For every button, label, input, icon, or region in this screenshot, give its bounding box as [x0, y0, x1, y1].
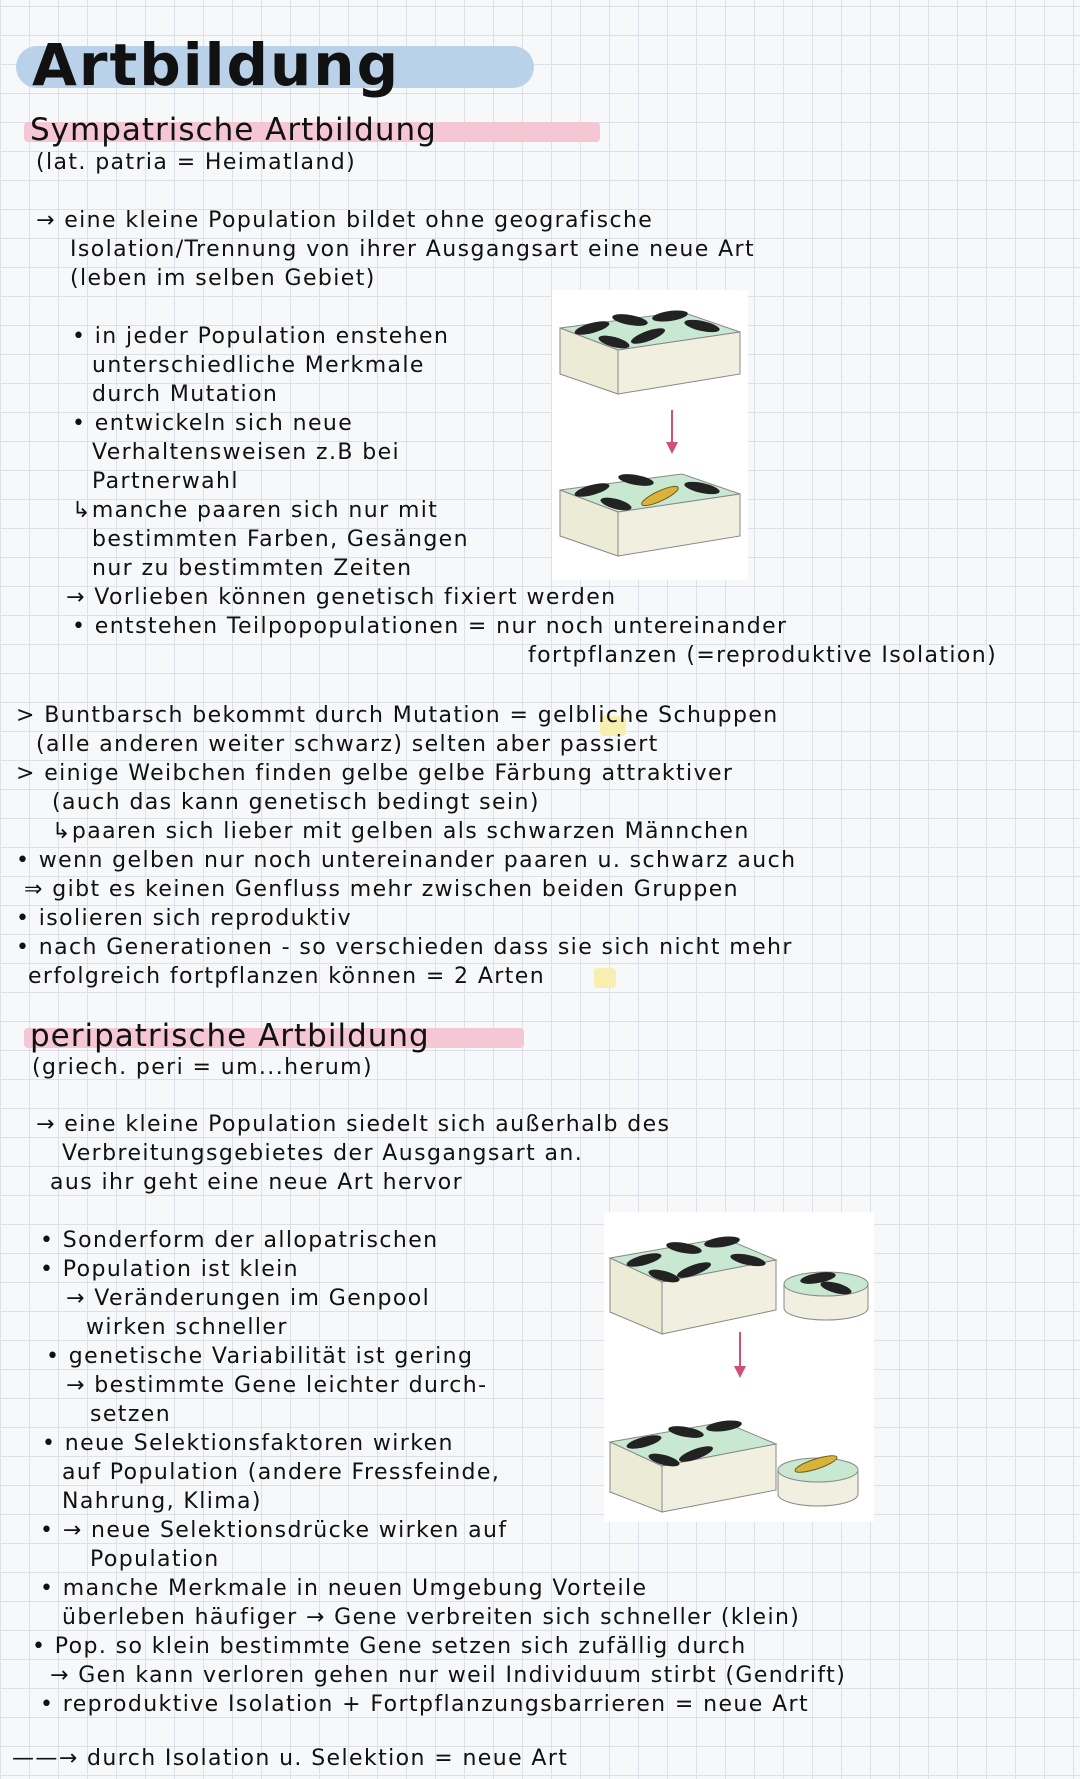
section2-point: • reproduktive Isolation + Fortpflanzungsbarrieren = neue Art [40, 1692, 809, 1717]
section1-point: unterschiedliche Merkmale [92, 353, 425, 378]
section1-intro-line: (leben im selben Gebiet) [70, 266, 376, 291]
conclusion: ——→ durch Isolation u. Selektion = neue Art [12, 1746, 569, 1771]
section2-point: wirken schneller [86, 1315, 288, 1340]
section1-point: • entstehen Teilpopopulationen = nur noch untereinander [72, 614, 788, 639]
page-title: Artbildung [32, 31, 401, 99]
section1-point: durch Mutation [92, 382, 279, 407]
section2-point: Population [90, 1547, 220, 1572]
section1-point: • entwickeln sich neue [72, 411, 354, 436]
section2-point: • Population ist klein [40, 1257, 299, 1282]
section1-subheading: (lat. patria = Heimatland) [36, 150, 357, 175]
section2-point: auf Population (andere Fressfeinde, [62, 1460, 501, 1485]
section2-point: • genetische Variabilität ist gering [46, 1344, 474, 1369]
section1-point: ↳manche paaren sich nur mit [72, 498, 439, 523]
example-line: • wenn gelben nur noch untereinander paaren u. schwarz auch [16, 848, 797, 873]
island-cylinder-before [784, 1270, 868, 1320]
marker-highlight [594, 968, 616, 988]
example-line: > Buntbarsch bekommt durch Mutation = gelbliche Schuppen [16, 703, 779, 728]
section2-heading: peripatrische Artbildung [30, 1018, 430, 1054]
example-line: erfolgreich fortpflanzen können = 2 Arten [28, 964, 546, 989]
example-line: • isolieren sich reproduktiv [16, 906, 353, 931]
example-line: • nach Generationen - so verschieden dass sie sich nicht mehr [16, 935, 793, 960]
section2-point: → bestimmte Gene leichter durch- [66, 1373, 488, 1398]
section1-intro-line: Isolation/Trennung von ihrer Ausgangsart eine neue Art [70, 237, 756, 262]
sympatric-speciation-figure [552, 290, 748, 580]
example-line: ⇒ gibt es keinen Genfluss mehr zwischen beiden Gruppen [24, 877, 740, 902]
section1-point: fortpflanzen (=reproduktive Isolation) [528, 643, 998, 668]
section1-point: nur zu bestimmten Zeiten [92, 556, 413, 581]
example-line: > einige Weibchen finden gelbe gelbe Färbung attraktiver [16, 761, 734, 786]
section1-point: • in jeder Population enstehen [72, 324, 450, 349]
section1-point: bestimmten Farben, Gesängen [92, 527, 469, 552]
section1-heading: Sympatrische Artbildung [30, 112, 437, 148]
section2-point: überleben häufiger → Gene verbreiten sich schneller (klein) [62, 1605, 801, 1630]
section2-point: • Pop. so klein bestimmte Gene setzen sich zufällig durch [32, 1634, 747, 1659]
section2-point: • manche Merkmale in neuen Umgebung Vorteile [40, 1576, 648, 1601]
section1-point: Partnerwahl [92, 469, 239, 494]
section2-intro-line: aus ihr geht eine neue Art hervor [50, 1170, 464, 1195]
example-line: (auch das kann genetisch bedingt sein) [52, 790, 540, 815]
section2-intro-line: → eine kleine Population siedelt sich außerhalb des [36, 1112, 671, 1137]
section2-point: setzen [90, 1402, 172, 1427]
section2-point: • Sonderform der allopatrischen [40, 1228, 439, 1253]
section2-point: → Gen kann verloren gehen nur weil Individuum stirbt (Gendrift) [50, 1663, 847, 1688]
section2-point: → Veränderungen im Genpool [66, 1286, 431, 1311]
section1-point: Verhaltensweisen z.B bei [92, 440, 401, 465]
example-line: ↳paaren sich lieber mit gelben als schwarzen Männchen [52, 819, 750, 844]
section2-point: • neue Selektionsfaktoren wirken [42, 1431, 454, 1456]
section2-point: Nahrung, Klima) [62, 1489, 262, 1514]
section1-intro-line: → eine kleine Population bildet ohne geografische [36, 208, 654, 233]
example-line: (alle anderen weiter schwarz) selten aber passiert [36, 732, 659, 757]
peripatric-speciation-figure [604, 1212, 874, 1522]
section2-subheading: (griech. peri = um...herum) [32, 1055, 373, 1080]
section2-intro-line: Verbreitungsgebietes der Ausgangsart an. [62, 1141, 584, 1166]
section1-point: → Vorlieben können genetisch fixiert werden [66, 585, 617, 610]
section2-point: • → neue Selektionsdrücke wirken auf [40, 1518, 508, 1543]
